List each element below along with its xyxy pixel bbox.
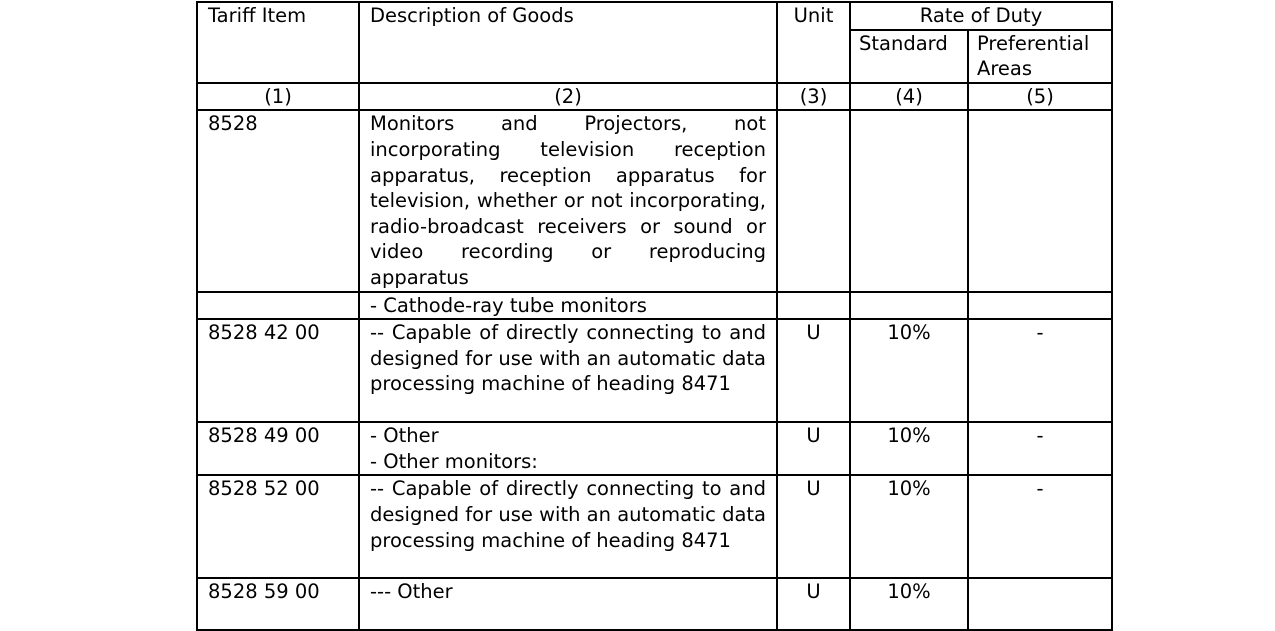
- standard-rate-cell: 10%: [850, 422, 968, 475]
- header-description: Description of Goods: [359, 2, 777, 83]
- column-number-row: [197, 83, 1112, 111]
- description-cell: -- Capable of directly connecting to and designed for use with an automatic data processing machine of heading 8471: [359, 475, 777, 578]
- tariff-item-cell: 8528 52 00: [197, 475, 359, 578]
- unit-cell: U: [777, 578, 850, 630]
- standard-rate-cell: [850, 292, 968, 320]
- table-row: [197, 292, 1112, 320]
- description-cell: Monitors and Projectors, not incorporating television reception apparatus, reception apparatus for television, whether or not incorporating, radio-broadcast receivers or sound or video recording or reproducing apparatus: [359, 110, 777, 291]
- tariff-item-cell: 8528: [197, 110, 359, 291]
- column-number-2: (2): [359, 83, 777, 111]
- header-unit: Unit: [777, 2, 850, 83]
- header-rate-of-duty: Rate of Duty: [850, 2, 1112, 30]
- table-row: [197, 319, 1112, 422]
- description-cell: [359, 422, 777, 475]
- column-number-4: (4): [850, 83, 968, 111]
- unit-cell: [777, 110, 850, 291]
- standard-rate-cell: 10%: [850, 475, 968, 578]
- preferential-rate-cell: [968, 578, 1112, 630]
- table-row: [197, 422, 1112, 475]
- unit-cell: U: [777, 319, 850, 422]
- unit-cell: [777, 292, 850, 320]
- description-cell: -- Capable of directly connecting to and designed for use with an automatic data processing machine of heading 8471: [359, 319, 777, 422]
- tariff-item-cell: 8528 59 00: [197, 578, 359, 630]
- header-tariff-item: Tariff Item: [197, 2, 359, 83]
- table-row: [197, 475, 1112, 578]
- unit-cell: U: [777, 422, 850, 475]
- tariff-item-cell: 8528 49 00: [197, 422, 359, 475]
- column-number-5: (5): [968, 83, 1112, 111]
- unit-cell: U: [777, 475, 850, 578]
- preferential-rate-cell: -: [968, 319, 1112, 422]
- header-standard: Standard: [850, 30, 968, 83]
- preferential-rate-cell: -: [968, 422, 1112, 475]
- header-row-top: [197, 2, 1112, 30]
- header-preferential: Preferential Areas: [968, 30, 1112, 83]
- description-subheading: - Other monitors:: [370, 449, 538, 473]
- standard-rate-cell: 10%: [850, 578, 968, 630]
- preferential-rate-cell: -: [968, 475, 1112, 578]
- description-cell: - Cathode-ray tube monitors: [359, 292, 777, 320]
- column-number-1: (1): [197, 83, 359, 111]
- tariff-table: [196, 1, 1113, 631]
- column-number-3: (3): [777, 83, 850, 111]
- standard-rate-cell: 10%: [850, 319, 968, 422]
- table-row: [197, 578, 1112, 630]
- standard-rate-cell: [850, 110, 968, 291]
- description-cell: --- Other: [359, 578, 777, 630]
- preferential-rate-cell: [968, 292, 1112, 320]
- tariff-item-cell: [197, 292, 359, 320]
- tariff-item-cell: 8528 42 00: [197, 319, 359, 422]
- description-line: - Other: [370, 424, 439, 448]
- table-row: [197, 110, 1112, 291]
- preferential-rate-cell: [968, 110, 1112, 291]
